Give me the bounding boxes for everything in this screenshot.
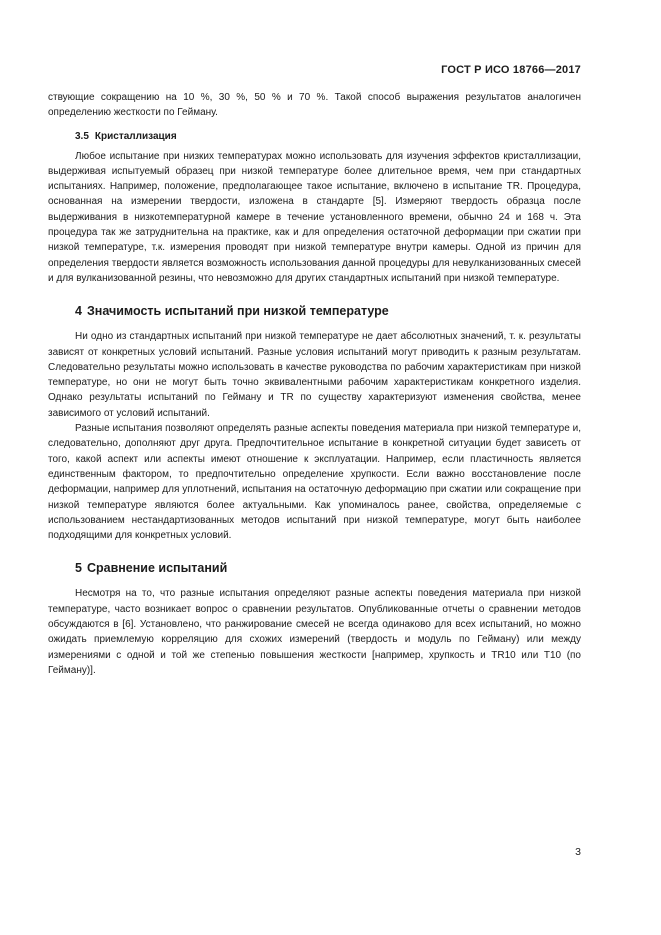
section-title: Сравнение испытаний [86, 561, 228, 576]
section-heading-4 [75, 303, 581, 319]
subsection-heading-3-5 [75, 129, 581, 144]
section-heading-5 [75, 560, 581, 576]
paragraph-crystallization: Любое испытание при низких температурах можно использовать для изучения эффектов кристаллизации, выдерживая испытуемый образец при низкой температуре более длительное время, чем при стандартных испытаниях. Например, положение, предполагающее такое испытание, включено в испытание TR. Процедура, основанная на измерении твердости, изложена в стандарте [5]. Измеряют твердость образца после выдерживания в низкотемпературной камере в течение установленного времени, обычно 24 и 168 ч. Эта процедура так же затруднительна на практике, как и для определения остаточной деформации при сжатии при низкой температуре, т.к. измерения проводят при низкой температуре внутри камеры. Одной из причин для определения твердости является возможность использования данной процедуры для невулканизованных смесей и для вулканизованной резины, что невозможно для других стандартных испытаний при низкой температуре. [48, 150, 581, 284]
document-body [48, 90, 581, 678]
section-number: 4 [75, 304, 82, 319]
paragraph-comparison: Несмотря на то, что разные испытания определяют разные аспекты поведения материала при низкой температуре, часто возникает вопрос о сравнении результатов. Опубликованные отчеты о сравнении методов обсуждаются в [6]. Установлено, что ранжирование смесей не всегда одинаково для всех испытаний, но можно ожидать приемлемую корреляцию для схожих измерений (твердость и модуль по Гейману) или между измерениями с одной и той же степенью повышения жесткости [например, хрупкость и TR10 или T10 (по Гейману)]. [48, 588, 581, 676]
section-title: Значимость испытаний при низкой температуре [86, 304, 389, 319]
section-number: 5 [75, 561, 82, 576]
paragraph-significance-2: Разные испытания позволяют определять разные аспекты поведения материала при низкой температуре и, следовательно, дополняют друг друга. Предпочтительное испытание в конкретной ситуации будет зависеть от того, какой аспект или аспекты имеют отношение к эксплуатации. Например, если пластичность является единственным фактором, то предпочтительно определение хрупкости. Если важно восстановление после деформации, например для уплотнений, испытания на остаточную деформацию при сжатии или сокращение при низкой температуре являются более актуальными. Как упоминалось ранее, свойства, определяемые с использованием нестандартизованных методов испытаний при низкой температуре, могут быть наиболее подходящими для конкретных условий. [48, 423, 581, 542]
subsection-number: 3.5 [75, 130, 89, 142]
standard-header: ГОСТ Р ИСО 18766—2017 [441, 64, 581, 76]
subsection-title: Кристаллизация [94, 130, 177, 142]
paragraph-significance-1: Ни одно из стандартных испытаний при низкой температуре не дает абсолютных значений, т. к. результаты зависят от конкретных условий испытаний. Разные условия испытаний могут приводить к разным результатам. Следовательно результаты можно использовать в качестве руководства по рабочим характеристикам при низкой температуре, но они не могут быть точно эквивалентными рабочим характеристикам конкретного изделия. Однако результаты испытаний по Гейману и TR по существу характеризуют изменения свойства, менее зависимого от условий испытаний. [48, 331, 581, 419]
intro-paragraph: ствующие сокращению на 10 %, 30 %, 50 % и 70 %. Такой способ выражения результатов аналогичен определению жесткости по Гейману. [48, 92, 581, 119]
page-number: 3 [575, 846, 581, 858]
